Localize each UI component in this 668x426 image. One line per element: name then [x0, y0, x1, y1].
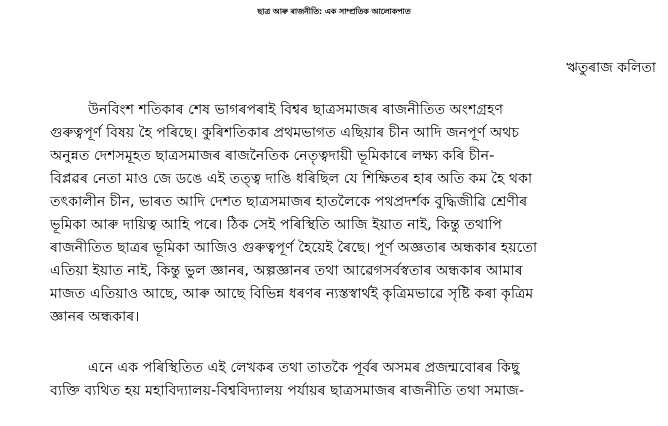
paragraph-line: গুৰুত্বপূৰ্ণ বিষয় হৈ পৰিছে। কুৰিশতিকাৰ প্ৰথমভাগত এছিয়াৰ চীন আদি জনপূৰ্ণ অথচ [50, 125, 520, 141]
paragraph-line: উনবিংশ শতিকাৰ শেষ ভাগৰপৰাই বিশ্বৰ ছাত্ৰসমাজৰ ৰাজনীতিত অংশগ্ৰহণ [88, 102, 504, 118]
document-title: ছাত্ৰ আৰু ৰাজনীতি: এক সাম্প্ৰতিক আলোকপাত [257, 7, 411, 16]
paragraph-line: বিপ্লৱৰ নেতা মাও জে ডঙে এই তত্ত্ব দাঙি ধৰিছিল যে শিক্ষিতৰ হাৰ অতি কম হৈ থকা [50, 171, 533, 187]
paragraph-line: এনে এক পৰিস্থিতিত এই লেখকৰ তথা তাতকৈ পূৰ্বৰ অসমৰ প্ৰজন্মবোৰৰ কিছু [88, 360, 520, 376]
paragraph-line: এতিয়া ইয়াত নাই, কিন্তু ভুল জ্ঞানৰ, অল্পজ্ঞানৰ তথা আৱেগসৰ্বস্বতাৰ অন্ধকাৰ আমাৰ [50, 263, 523, 279]
paragraph-line: মাজত এতিয়াও আছে, আৰু আছে বিভিন্ন ধৰণৰ ন্যস্তস্বাৰ্থই কৃত্ৰিমভাৱে সৃষ্টি কৰা কৃত্ৰিম [50, 286, 534, 302]
paragraph-line: ব্যক্তি ব্যথিত হয় মহাবিদ্যালয়-বিশ্ববিদ্যালয় পৰ্যায়ৰ ছাত্ৰসমাজৰ ৰাজনীতি তথা সমাজ- [50, 383, 524, 399]
author-name: ঋতুৰাজ কলিতা [566, 60, 656, 76]
paragraph-line: তৎকালীন চীন, ভাৰত আদি দেশত ছাত্ৰসমাজৰ হাতলৈকে পথপ্ৰদৰ্শক বুদ্ধিজীৱি শ্ৰেণীৰ [50, 194, 528, 210]
paragraph-line: ভূমিকা আৰু দায়িত্ব আহি পৰে। ঠিক সেই পৰিস্থিতি আজি ইয়াত নাই, কিন্তু তথাপি [50, 217, 503, 233]
paragraph-line: ৰাজনীতিত ছাত্ৰৰ ভূমিকা আজিও গুৰুত্বপূৰ্ণ হৈয়েই ৰৈছে। পূৰ্ণ অজ্ঞতাৰ অন্ধকাৰ হয়তো [50, 240, 538, 256]
paragraph-line: জ্ঞানৰ অন্ধকাৰ। [50, 309, 140, 325]
paragraph-line: অনুন্নত দেশসমূহত ছাত্ৰসমাজৰ ৰাজনৈতিক নেতৃত্বদায়ী ভূমিকাৰে লক্ষ্য কৰি চীন- [50, 148, 495, 164]
